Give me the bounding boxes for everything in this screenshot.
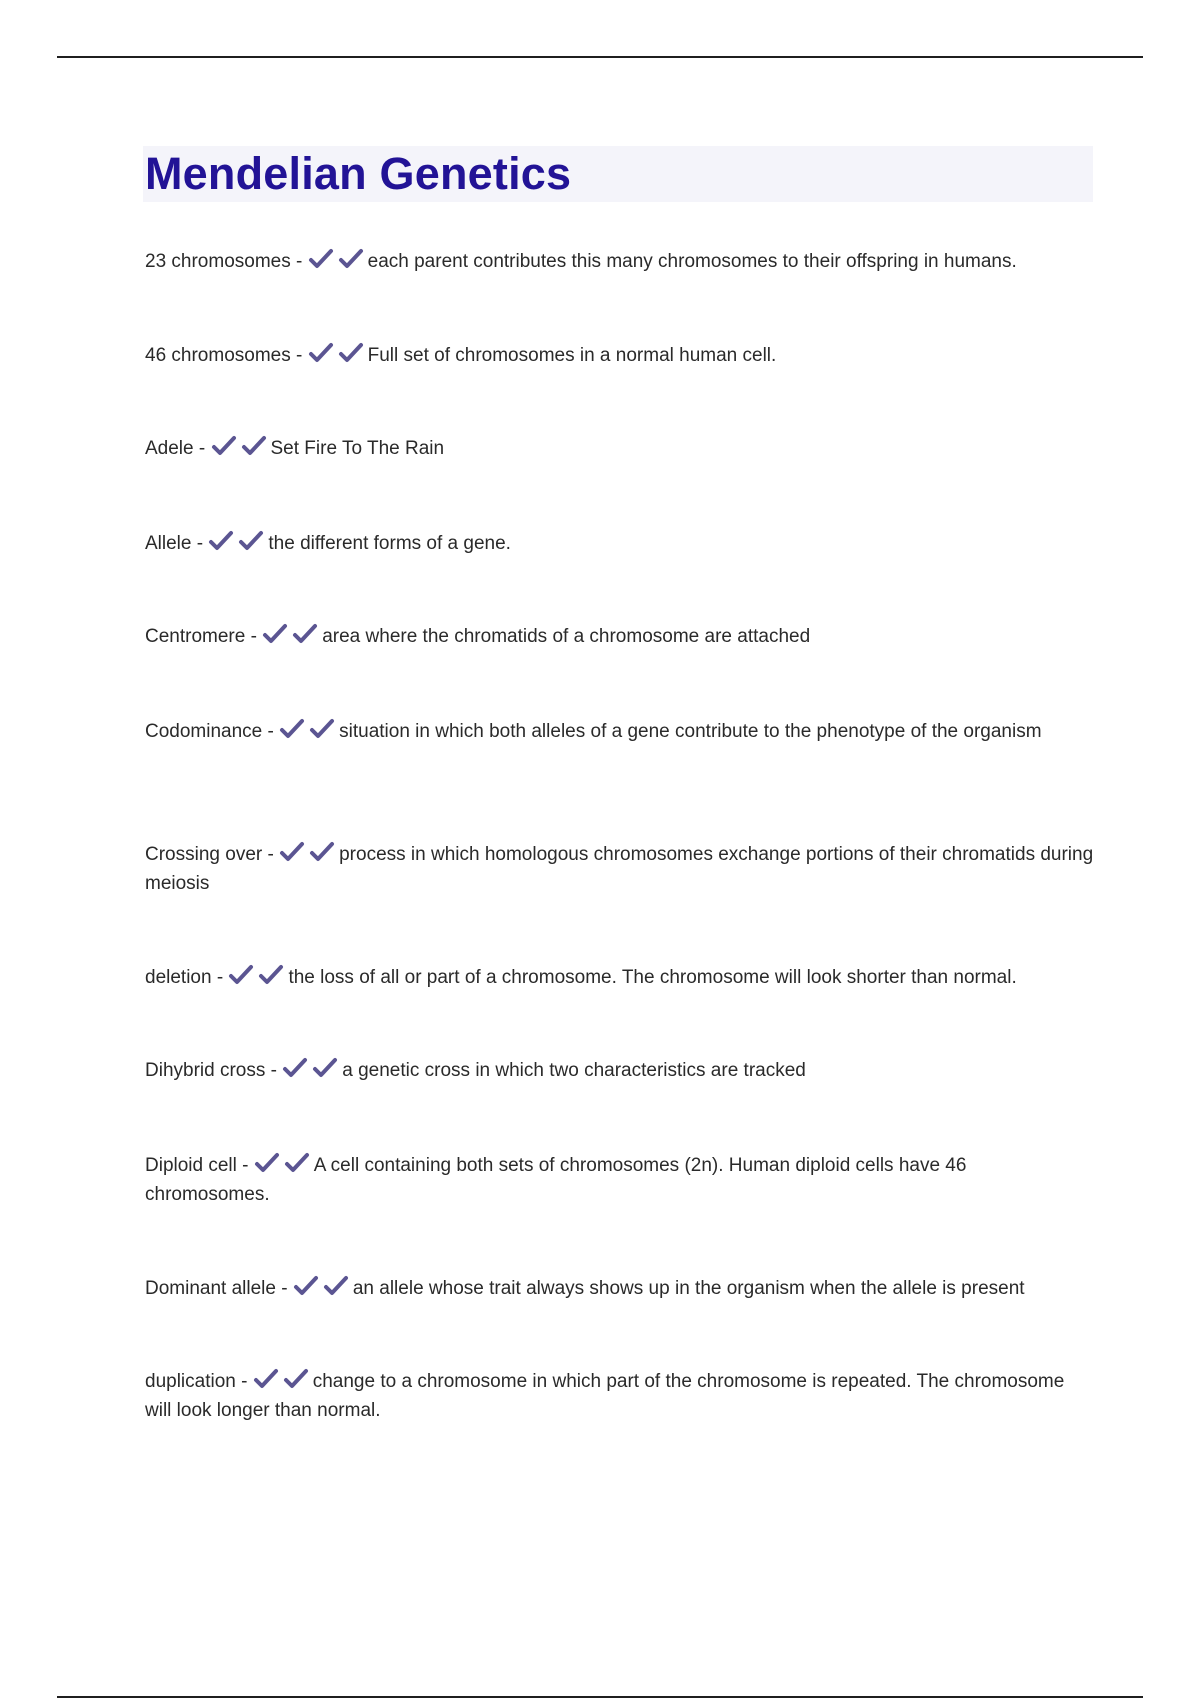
list-item [145, 247, 1095, 276]
list-item [145, 622, 1095, 651]
entry-term: Centromere [145, 626, 246, 647]
entry-definition: the different forms of a gene. [268, 533, 511, 554]
bottom-rule [57, 1696, 1143, 1698]
check-icon [338, 248, 364, 270]
entry-separator: - [262, 721, 280, 742]
check-icon [282, 1057, 308, 1079]
entry-separator: - [275, 1278, 293, 1299]
check-icon [254, 1152, 280, 1174]
list-item [145, 1151, 1095, 1209]
entry-definition: process in which homologous chromosomes exchange portions of their chromatids during meiosis [145, 844, 1094, 894]
entry-definition: situation in which both alleles of a gene contribute to the phenotype of the organism [339, 721, 1042, 742]
check-icon [312, 1057, 338, 1079]
check-icon [323, 1275, 349, 1297]
list-item [145, 717, 1095, 746]
entry-term: Dominant allele [145, 1278, 276, 1299]
check-icon [238, 530, 264, 552]
check-icon [293, 1275, 319, 1297]
entry-separator: - [191, 533, 209, 554]
entry-separator: - [262, 844, 280, 865]
entry-definition: the loss of all or part of a chromosome. The chromosome will look shorter than normal. [288, 967, 1017, 988]
entry-separator: - [290, 251, 308, 272]
check-icon [208, 530, 234, 552]
check-icon [283, 1368, 309, 1390]
entry-term: Diploid cell [145, 1155, 237, 1176]
entry-definition: area where the chromatids of a chromosome are attached [322, 626, 811, 647]
entry-term: 46 chromosomes [145, 345, 291, 366]
entry-definition: each parent contributes this many chromosomes to their offspring in humans. [367, 251, 1017, 272]
list-item [145, 1056, 1095, 1085]
entry-definition: Set Fire To The Rain [270, 438, 445, 459]
entry-separator: - [290, 345, 308, 366]
entry-term: Allele [145, 533, 192, 554]
entry-separator: - [193, 438, 211, 459]
check-icon [241, 435, 267, 457]
entry-term: Codominance [145, 721, 263, 742]
check-icon [284, 1152, 310, 1174]
entry-separator: - [265, 1060, 283, 1081]
list-item [145, 1274, 1095, 1303]
check-icon [308, 342, 334, 364]
entry-separator: - [236, 1155, 254, 1176]
check-icon [262, 623, 288, 645]
check-icon [253, 1368, 279, 1390]
list-item [145, 529, 1095, 558]
check-icon [279, 841, 305, 863]
check-icon [211, 435, 237, 457]
list-item [145, 840, 1095, 898]
check-icon [279, 718, 305, 740]
list-item [145, 1367, 1095, 1425]
entry-separator: - [235, 1371, 253, 1392]
top-rule [57, 56, 1143, 58]
entry-term: Crossing over [145, 844, 263, 865]
entry-definition: a genetic cross in which two characteristics are tracked [342, 1060, 806, 1081]
check-icon [308, 248, 334, 270]
list-item [145, 434, 1095, 463]
page-title: Mendelian Genetics [145, 148, 572, 199]
entry-separator: - [245, 626, 263, 647]
entry-term: 23 chromosomes [145, 251, 291, 272]
entry-definition: change to a chromosome in which part of the chromosome is repeated. The chromosome will look longer than normal. [145, 1371, 1065, 1421]
list-item [145, 341, 1095, 370]
entry-definition: Full set of chromosomes in a normal human cell. [367, 345, 777, 366]
entry-definition: A cell containing both sets of chromosomes (2n). Human diploid cells have 46 chromosomes. [145, 1155, 967, 1205]
check-icon [309, 718, 335, 740]
check-icon [338, 342, 364, 364]
list-item [145, 963, 1095, 992]
entry-definition: an allele whose trait always shows up in the organism when the allele is present [352, 1278, 1025, 1299]
check-icon [258, 964, 284, 986]
entry-term: duplication [145, 1371, 236, 1392]
entry-term: Dihybrid cross [145, 1060, 266, 1081]
entry-term: deletion [145, 967, 212, 988]
check-icon [309, 841, 335, 863]
check-icon [228, 964, 254, 986]
entry-separator: - [211, 967, 229, 988]
entry-term: Adele [145, 438, 194, 459]
check-icon [292, 623, 318, 645]
